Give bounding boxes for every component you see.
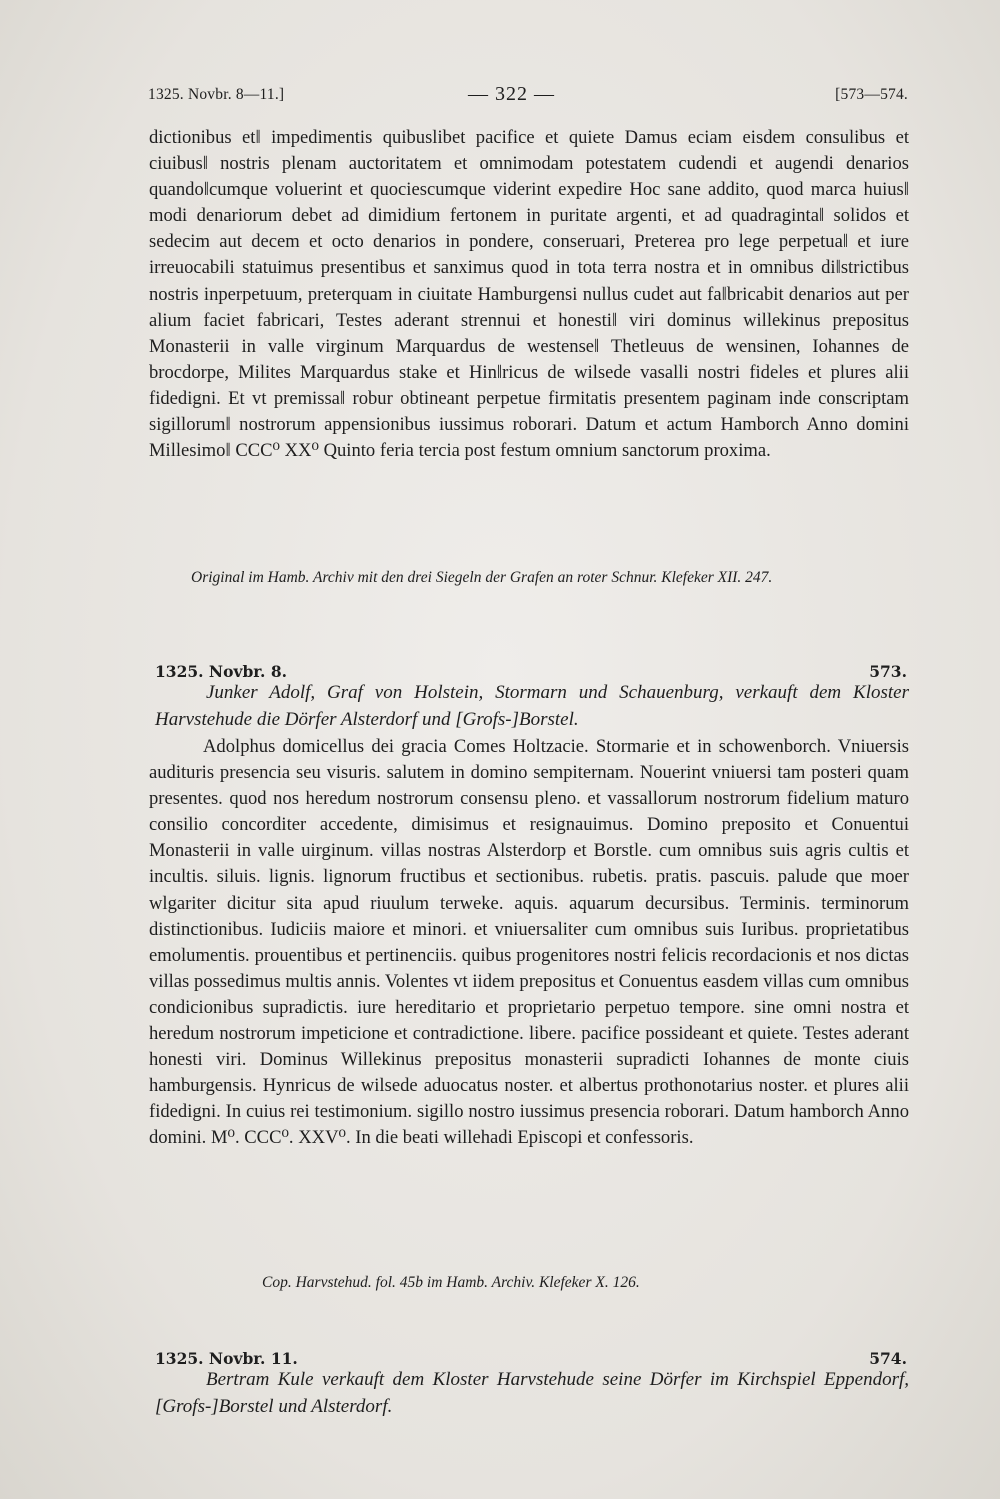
source-note-573: Cop. Harvstehud. fol. 45b im Hamb. Archiv. Klefeker X. 126. xyxy=(262,1274,640,1291)
source-note-572: Original im Hamb. Archiv mit den drei Siegeln der Grafen an roter Schnur. Klefeker XII. 247. xyxy=(191,569,773,586)
entry-summary-573: Junker Adolf, Graf von Holstein, Stormarn und Schauenburg, verkauft dem Kloster Harvstehude die Dörfer Alsterdorf und [Grofs-]Borstel. xyxy=(155,682,909,730)
continued-charter-text: dictionibus et‖ impedimentis quibuslibet pacifice et quiete Damus eciam eisdem consulibus et ciuibus‖ nostris plenam auctoritatem et omnimodam potestatem cudendi et augendi denarios quando‖cumque voluerint et quociescumque viderint expedire Hoc sane addito, quod marca huius‖ modi denariorum debet ad dimidium fertonem in puritate argenti, et ad quadraginta‖ solidos et sedecim aut decem et octo denarios in pondere, conseruari, Preterea pro lege perpetua‖ et iure irreuocabili statuimus presentibus et sanximus quod in tota terra nostra et in omnibus di‖strictibus nostris inperpetuum, preterquam in ciuitate Hamburgensi nullus cudet aut fa‖bricabit denarios aut per alium faciet fabricari, Testes aderant strennui et honesti‖ viri dominus willekinus prepositus Monasterii in valle virginum Marquardus de westense‖ Thetleuus de wensinen, Iohannes de brocdorpe, Milites Marquardus stake et Hin‖ricus de wilsede vasalli nostri fideles et plures alii fidedigni. Et vt premissa‖ robur obtineant perpetue firmitatis presentem paginam inde conscriptam sigillorum‖ nostrorum appensionibus iussimus roborari. Datum et actum Hamborch Anno domini Millesimo‖ CCC⁰ XX⁰ Quinto feria tercia post festum omnium sanctorum proxima. xyxy=(149,127,909,462)
charter-text-573: Adolphus domicellus dei gracia Comes Holtzacie. Stormarie et in schowenborch. Vniuersis audituris presencia seu visuris. salutem in domino sempiternam. Nouerint vniuersi tam posteri quam presentes. quod nos heredum nostrorum consensu pleno. et vassallorum nostrorum fidelium maturo consilio concorditer accedente, dimisimus et resignauimus. Domino preposito et Conuentui Monasterii in valle uirginum. villas nostras Alsterdorp et Borstle. cum omnibus suis agris cultis et incultis. siluis. lignis. lignorum fructibus et sectionibus. rubetis. pratis. pascuis. palude que moer wlgariter dicitur sita apud riuulum terweke. aquis. aquarum decursibus. Terminis. terminorum distinctionibus. Iudiciis maiore et minori. et vniuersaliter cum omnibus suis Iuribus. proprietatibus emolumentis. prouentibus et pertinenciis. quibus progenitores nostri felicis recordacionis et nos dictas villas possedimus multis annis. Volentes vt iidem prepositus et Conuentus easdem villas cum omnibus condicionibus supradictis. iure hereditario et proprietario perpetuo tempore. sine omni nostra et heredum nostrorum impeticione et contradictione. libere. pacifice possideant et quiete. Testes aderant honesti viri. Dominus Willekinus prepositus monasterii supradicti Iohannes de monte ciuis hamburgensis. Hynricus de wilsede aduocatus noster. et albertus prothonotarius noster. et plures alii fidedigni. In cuius rei testimonium. sigillo nostro iussimus presencia roborari. Datum hamborch Anno domini. M⁰. CCC⁰. XXV⁰. In die beati willehadi Episcopi et confessoris. xyxy=(149,736,909,1149)
entry-summary-574: Bertram Kule verkauft dem Kloster Harvstehude seine Dörfer im Kirchspiel Eppendorf, [Grofs-]Borstel und Alsterdorf. xyxy=(155,1369,909,1417)
entry-date-573: 1325. Novbr. 8. xyxy=(155,662,287,681)
page-number: — 322 — xyxy=(468,83,555,105)
header-entry-range: [573—574. xyxy=(835,86,908,103)
running-header xyxy=(148,83,908,110)
header-date-range: 1325. Novbr. 8—11.] xyxy=(148,86,285,103)
entry-number-574: 574. xyxy=(869,1349,907,1368)
entry-number-573: 573. xyxy=(869,662,907,681)
entry-date-574: 1325. Novbr. 11. xyxy=(155,1349,298,1368)
